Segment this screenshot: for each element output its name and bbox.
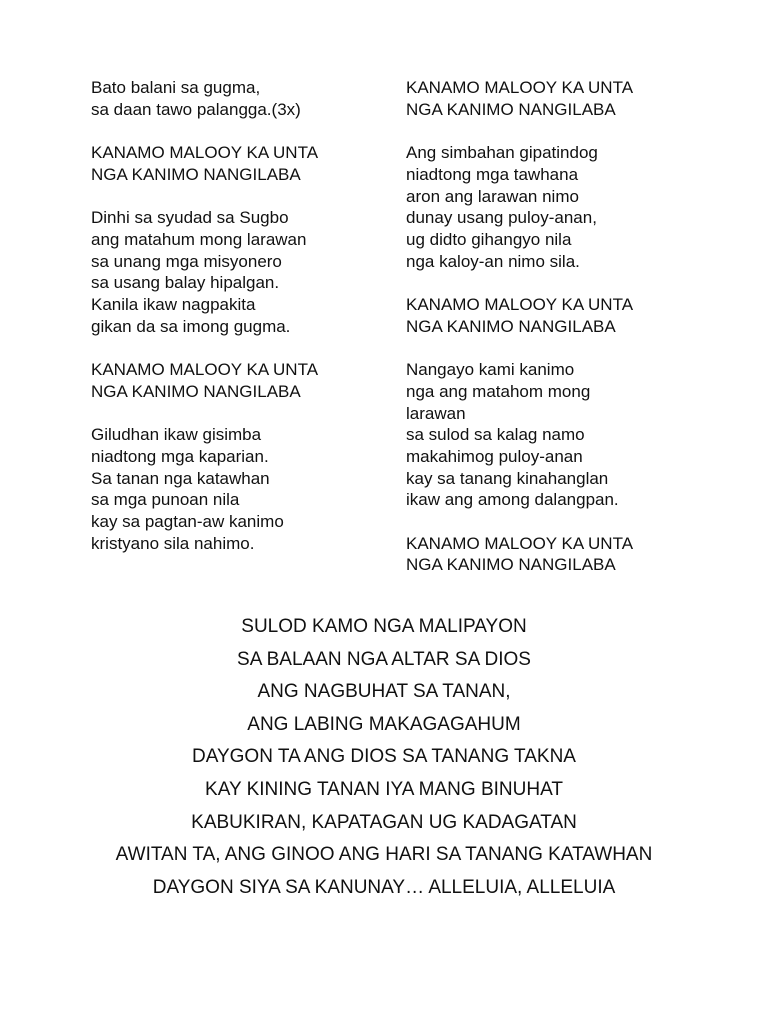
- stanza: [91, 77, 391, 120]
- lyric-line: niadtong mga kaparian.: [91, 446, 269, 466]
- stanza: [91, 424, 391, 554]
- lyric-line: Sa tanan nga katawhan: [91, 468, 270, 488]
- lyric-line: KANAMO MALOOY KA UNTA: [91, 143, 319, 163]
- lyric-line: ug didto gihangyo nila: [406, 229, 572, 249]
- lyric-line: ikaw ang among dalangpan.: [406, 490, 619, 510]
- lyric-line: nga ang matahom mong: [406, 381, 591, 401]
- lyric-line: KANAMO MALOOY KA UNTA: [406, 533, 634, 553]
- hymn-line: SULOD KAMO NGA MALIPAYON: [241, 616, 527, 637]
- lyric-line: ang matahum mong larawan: [91, 229, 307, 249]
- stanza: [91, 359, 391, 402]
- lyric-line: makahimog puloy-anan: [406, 446, 583, 466]
- lyric-line: sa mga punoan nila: [91, 490, 240, 510]
- lyric-line: KANAMO MALOOY KA UNTA: [406, 78, 634, 97]
- lyric-line: gikan da sa imong gugma.: [91, 316, 291, 336]
- hymn-refrain: [84, 615, 684, 908]
- hymn-line: SA BALAAN NGA ALTAR SA DIOS: [237, 648, 531, 670]
- lyric-line: nga kaloy-an nimo sila.: [406, 251, 580, 271]
- lyric-line: NGA KANIMO NANGILABA: [91, 164, 301, 184]
- left-lyrics-column: [91, 77, 391, 576]
- stanza: [91, 207, 391, 337]
- lyric-line: NGA KANIMO NANGILABA: [406, 316, 616, 336]
- hymn-line: AWITAN TA, ANG GINOO ANG HARI SA TANANG KATAWHAN: [115, 844, 653, 866]
- hymn-line: KABUKIRAN, KAPATAGAN UG KADAGATAN: [191, 811, 577, 833]
- lyric-line: sa unang mga misyonero: [91, 251, 282, 271]
- lyric-line: sa daan tawo palangga.(3x): [91, 99, 301, 119]
- lyric-line: Kanila ikaw nagpakita: [91, 295, 256, 314]
- hymn-line: KAY KINING TANAN IYA MANG BINUHAT: [205, 778, 563, 800]
- stanza: [406, 77, 706, 120]
- stanza: [406, 142, 706, 272]
- lyric-line: KANAMO MALOOY KA UNTA: [406, 295, 634, 314]
- lyric-line: NGA KANIMO NANGILABA: [406, 555, 616, 575]
- lyric-line: Giludhan ikaw gisimba: [91, 425, 262, 445]
- hymn-line: DAYGON TA ANG DIOS SA TANANG TAKNA: [192, 746, 576, 768]
- lyric-line: kristyano sila nahimo.: [91, 533, 255, 553]
- lyric-line: aron ang larawan nimo: [406, 186, 579, 206]
- lyric-line: NGA KANIMO NANGILABA: [91, 381, 301, 401]
- lyric-line: Bato balani sa gugma,: [91, 78, 261, 97]
- right-lyrics-column: [406, 77, 706, 598]
- hymn-line: DAYGON SIYA SA KANUNAY… ALLELUIA, ALLELUIA: [152, 876, 616, 898]
- lyric-line: sa sulod sa kalag namo: [406, 425, 585, 445]
- lyric-line: dunay usang puloy-anan,: [406, 208, 597, 228]
- lyric-line: kay sa tanang kinahanglan: [406, 468, 609, 488]
- hymn-line: ANG NAGBUHAT SA TANAN,: [257, 681, 511, 703]
- hymn-line: ANG LABING MAKAGAGAHUM: [247, 713, 521, 735]
- lyric-line: sa usang balay hipalgan.: [91, 273, 280, 293]
- stanza: [91, 142, 391, 185]
- stanza: [406, 533, 706, 576]
- lyric-line: Ang simbahan gipatindog: [406, 143, 598, 163]
- lyric-line: Dinhi sa syudad sa Sugbo: [91, 208, 289, 228]
- stanza: [406, 294, 706, 337]
- lyric-line: KANAMO MALOOY KA UNTA: [91, 360, 319, 380]
- lyric-line: NGA KANIMO NANGILABA: [406, 99, 616, 119]
- lyric-line: niadtong mga tawhana: [406, 164, 579, 184]
- lyric-line: larawan: [406, 403, 466, 423]
- stanza: [406, 359, 706, 511]
- lyric-line: kay sa pagtan-aw kanimo: [91, 512, 284, 531]
- lyric-line: Nangayo kami kanimo: [406, 360, 575, 380]
